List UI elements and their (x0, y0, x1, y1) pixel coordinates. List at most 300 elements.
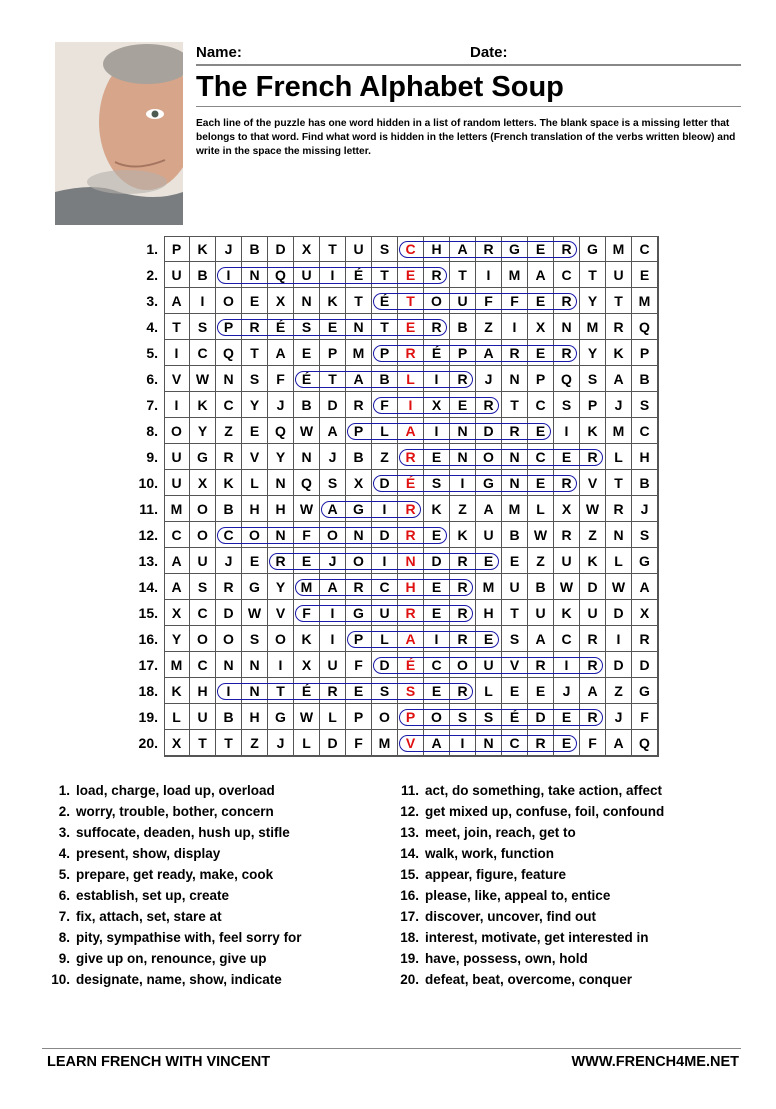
grid-cell: G (190, 444, 216, 470)
grid-cell: E (554, 444, 580, 470)
clue-text: walk, work, function (425, 846, 555, 861)
grid-cell: X (190, 470, 216, 496)
grid-cell: N (268, 470, 294, 496)
word-highlight-oval (295, 371, 473, 388)
clue-item (395, 822, 664, 843)
grid-cell: S (476, 704, 502, 730)
grid-cell: E (346, 678, 372, 704)
portrait-image (55, 42, 183, 225)
missing-letter-cell: É (398, 652, 424, 678)
row-number: 9. (146, 449, 158, 465)
grid-cell: R (528, 652, 554, 678)
grid-cell: I (372, 548, 398, 574)
grid-cell: L (606, 548, 632, 574)
row-number: 11. (139, 501, 158, 517)
grid-cell: T (242, 340, 268, 366)
clue-number: 9. (58, 951, 70, 966)
row-number: 13. (138, 553, 158, 569)
grid-cell: D (632, 652, 658, 678)
grid-cell: É (346, 262, 372, 288)
grid-cell: F (294, 522, 320, 548)
grid-cell: T (606, 288, 632, 314)
grid-cell: C (424, 652, 450, 678)
grid-cell: R (502, 340, 528, 366)
row-number: 15. (138, 605, 158, 621)
grid-cell: R (528, 730, 554, 756)
clue-item (395, 780, 664, 801)
grid-cell: R (450, 626, 476, 652)
grid-cell: W (190, 366, 216, 392)
grid-cell: M (580, 314, 606, 340)
clue-text: act, do something, take action, affect (425, 783, 663, 798)
row-number: 3. (146, 293, 158, 309)
clue-item (46, 801, 302, 822)
grid-cell: T (164, 314, 190, 340)
row-number: 14. (138, 579, 158, 595)
grid-cell: R (476, 236, 502, 262)
grid-cell: C (190, 652, 216, 678)
grid-cell: I (372, 496, 398, 522)
grid-cell: S (632, 522, 658, 548)
grid-cell: K (424, 496, 450, 522)
missing-letter-cell: É (398, 470, 424, 496)
grid-cell: N (294, 288, 320, 314)
row-number: 17. (138, 657, 158, 673)
grid-cell: A (450, 236, 476, 262)
grid-cell: I (320, 600, 346, 626)
grid-cell: D (606, 600, 632, 626)
clue-number: 13. (400, 825, 419, 840)
grid-cell: B (190, 262, 216, 288)
grid-cell: L (242, 470, 268, 496)
grid-cell: C (190, 600, 216, 626)
clue-number: 6. (58, 888, 70, 903)
clue-item (46, 780, 302, 801)
clue-number: 7. (58, 909, 70, 924)
grid-cell: U (320, 652, 346, 678)
grid-cell: R (502, 418, 528, 444)
clue-item (46, 927, 302, 948)
word-highlight-oval (269, 553, 499, 570)
clue-list-left (46, 780, 302, 990)
grid-cell: É (294, 366, 320, 392)
word-highlight-oval (295, 605, 473, 622)
grid-cell: C (528, 392, 554, 418)
missing-letter-cell: S (398, 678, 424, 704)
grid-cell: P (346, 626, 372, 652)
grid-cell: R (450, 548, 476, 574)
grid-cell: E (242, 548, 268, 574)
grid-cell: I (216, 262, 242, 288)
grid-cell: V (242, 444, 268, 470)
grid-cell: E (528, 470, 554, 496)
missing-letter-cell: T (398, 288, 424, 314)
grid-cell: M (476, 574, 502, 600)
grid-cell: C (502, 730, 528, 756)
grid-cell: F (372, 392, 398, 418)
grid-cell: C (632, 418, 658, 444)
grid-cell: A (632, 574, 658, 600)
grid-cell: Z (528, 548, 554, 574)
grid-cell: R (580, 626, 606, 652)
grid-cell: L (528, 496, 554, 522)
grid-cell: N (216, 652, 242, 678)
grid-cell: W (580, 496, 606, 522)
grid-cell: A (528, 626, 554, 652)
grid-cell: K (190, 236, 216, 262)
grid-cell: U (476, 652, 502, 678)
row-number: 2. (146, 267, 158, 283)
grid-cell: J (632, 496, 658, 522)
row-number: 4. (146, 319, 158, 335)
date-label: Date: (470, 44, 508, 61)
grid-cell: R (242, 314, 268, 340)
grid-cell: E (528, 418, 554, 444)
grid-cell: Y (190, 418, 216, 444)
grid-cell: S (242, 366, 268, 392)
grid-cell: T (580, 262, 606, 288)
word-highlight-oval (399, 735, 577, 752)
clue-text: discover, uncover, find out (425, 909, 597, 924)
grid-cell: P (450, 340, 476, 366)
grid-cell: I (606, 626, 632, 652)
grid-cell: J (216, 548, 242, 574)
grid-cell: R (216, 444, 242, 470)
clue-item (46, 843, 302, 864)
grid-cell: T (372, 314, 398, 340)
grid-cell: Y (268, 574, 294, 600)
grid-cell: D (320, 730, 346, 756)
grid-cell: B (372, 366, 398, 392)
grid-cell: D (606, 652, 632, 678)
grid-cell: U (476, 522, 502, 548)
row-number: 1. (146, 241, 158, 257)
grid-cell: R (554, 470, 580, 496)
grid-cell: M (372, 730, 398, 756)
grid-cell: A (164, 288, 190, 314)
grid-cell: G (476, 470, 502, 496)
grid-cell: E (242, 288, 268, 314)
grid-cell: I (476, 262, 502, 288)
clue-text: defeat, beat, overcome, conquer (425, 972, 633, 987)
row-number: 20. (138, 735, 158, 751)
grid-cell: K (554, 600, 580, 626)
grid-cell: T (450, 262, 476, 288)
grid-cell: I (190, 288, 216, 314)
clue-text: present, show, display (76, 846, 221, 861)
clue-number: 17. (400, 909, 419, 924)
grid-cell: Q (294, 470, 320, 496)
missing-letter-cell: V (398, 730, 424, 756)
grid-cell: U (450, 288, 476, 314)
grid-cell: W (554, 574, 580, 600)
grid-cell: O (190, 496, 216, 522)
grid-cell: Y (580, 288, 606, 314)
grid-cell: X (632, 600, 658, 626)
word-highlight-oval (295, 579, 473, 596)
row-number: 10. (138, 475, 158, 491)
grid-cell: N (502, 366, 528, 392)
grid-cell: D (320, 392, 346, 418)
grid-cell: K (216, 470, 242, 496)
grid-cell: C (632, 236, 658, 262)
grid-cell: Q (554, 366, 580, 392)
grid-cell: D (528, 704, 554, 730)
grid-cell: P (372, 340, 398, 366)
grid-cell: R (606, 496, 632, 522)
clue-number: 1. (58, 783, 70, 798)
grid-cell: E (528, 340, 554, 366)
grid-cell: I (164, 392, 190, 418)
grid-cell: R (320, 678, 346, 704)
grid-cell: S (372, 236, 398, 262)
grid-cell: D (424, 548, 450, 574)
grid-cell: U (346, 236, 372, 262)
word-highlight-oval (217, 319, 447, 336)
grid-cell: E (424, 678, 450, 704)
grid-cell: X (346, 470, 372, 496)
grid-cell: X (554, 496, 580, 522)
grid-cell: W (242, 600, 268, 626)
grid-cell: G (346, 600, 372, 626)
grid-cell: É (268, 314, 294, 340)
grid-cell: Z (242, 730, 268, 756)
grid-cell: L (606, 444, 632, 470)
row-number: 16. (138, 631, 158, 647)
clue-item (46, 822, 302, 843)
grid-cell: S (554, 392, 580, 418)
grid-cell: O (216, 288, 242, 314)
grid-cell: V (502, 652, 528, 678)
grid-cell: P (320, 340, 346, 366)
grid-cell: F (346, 730, 372, 756)
grid-cell: H (242, 496, 268, 522)
grid-cell: E (632, 262, 658, 288)
grid-cell: T (372, 262, 398, 288)
grid-cell: R (450, 574, 476, 600)
clue-item (395, 948, 664, 969)
grid-cell: E (424, 600, 450, 626)
grid-cell: R (450, 600, 476, 626)
word-highlight-oval (373, 293, 577, 310)
grid-cell: H (242, 704, 268, 730)
grid-cell: I (554, 652, 580, 678)
grid-cell: I (424, 626, 450, 652)
grid-cell: B (346, 444, 372, 470)
grid-cell: C (190, 340, 216, 366)
grid-cell: Y (580, 340, 606, 366)
grid-cell: M (632, 288, 658, 314)
grid-cell: J (216, 236, 242, 262)
clue-number: 18. (400, 930, 419, 945)
grid-cell: F (502, 288, 528, 314)
missing-letter-cell: R (398, 600, 424, 626)
grid-cell: G (580, 236, 606, 262)
grid-cell: A (580, 678, 606, 704)
grid-cell: S (632, 392, 658, 418)
grid-cell: N (450, 418, 476, 444)
author-photo (55, 42, 183, 225)
missing-letter-cell: R (398, 496, 424, 522)
grid-cell: J (476, 366, 502, 392)
grid-cell: B (294, 392, 320, 418)
grid-cell: U (190, 548, 216, 574)
missing-letter-cell: I (398, 392, 424, 418)
clue-item (395, 906, 664, 927)
grid-cell: S (190, 574, 216, 600)
clue-number: 20. (400, 972, 419, 987)
clue-number: 4. (58, 846, 70, 861)
clue-text: appear, figure, feature (425, 867, 567, 882)
grid-cell: N (476, 730, 502, 756)
grid-cell: B (450, 314, 476, 340)
grid-cell: D (372, 652, 398, 678)
grid-cell: U (554, 548, 580, 574)
grid-cell: R (450, 366, 476, 392)
grid-cell: U (294, 262, 320, 288)
grid-cell: E (528, 288, 554, 314)
grid-cell: X (294, 652, 320, 678)
clue-number: 12. (400, 804, 419, 819)
word-highlight-oval (373, 397, 499, 414)
grid-cell: A (320, 418, 346, 444)
grid-cell: Q (216, 340, 242, 366)
clue-item (46, 948, 302, 969)
clue-number: 15. (400, 867, 419, 882)
grid-cell: K (320, 288, 346, 314)
grid-cell: O (320, 522, 346, 548)
grid-cell: P (346, 704, 372, 730)
grid-cell: G (242, 574, 268, 600)
grid-cell: C (216, 392, 242, 418)
missing-letter-cell: N (398, 548, 424, 574)
grid-cell: D (268, 236, 294, 262)
grid-cell: G (632, 548, 658, 574)
word-highlight-oval (399, 709, 603, 726)
clue-number: 11. (400, 783, 419, 798)
grid-cell: E (320, 314, 346, 340)
grid-cell: A (424, 730, 450, 756)
grid-cell: É (372, 288, 398, 314)
grid-cell: U (528, 600, 554, 626)
grid-cell: O (424, 704, 450, 730)
grid-cell: O (346, 548, 372, 574)
grid-cell: O (190, 626, 216, 652)
grid-cell: J (606, 704, 632, 730)
grid-cell: W (294, 418, 320, 444)
grid-cell: F (346, 652, 372, 678)
page-title: The French Alphabet Soup (196, 68, 741, 107)
word-highlight-oval (321, 501, 421, 518)
footer-website[interactable]: WWW.FRENCH4ME.NET (571, 1054, 739, 1070)
word-highlight-oval (217, 267, 447, 284)
grid-cell: Q (632, 314, 658, 340)
clue-item (395, 801, 664, 822)
grid-cell: P (216, 314, 242, 340)
grid-cell: E (554, 704, 580, 730)
row-number: 12. (138, 527, 158, 543)
footer-left-text: LEARN FRENCH WITH VINCENT (47, 1054, 271, 1070)
grid-cell: I (424, 418, 450, 444)
clue-item (395, 927, 664, 948)
grid-cell: L (372, 626, 398, 652)
grid-cell: H (632, 444, 658, 470)
grid-cell: B (632, 470, 658, 496)
grid-cell: R (216, 574, 242, 600)
row-number: 7. (146, 397, 158, 413)
grid-cell: E (294, 548, 320, 574)
grid-cell: W (528, 522, 554, 548)
grid-cell: A (606, 730, 632, 756)
grid-cell: S (502, 626, 528, 652)
grid-cell: Y (164, 626, 190, 652)
clue-number: 8. (58, 930, 70, 945)
grid-cell: C (164, 522, 190, 548)
clue-item (395, 843, 664, 864)
grid-cell: O (424, 288, 450, 314)
grid-cell: A (320, 574, 346, 600)
grid-cell: N (242, 652, 268, 678)
grid-cell: B (216, 704, 242, 730)
grid-cell: I (502, 314, 528, 340)
grid-cell: H (268, 496, 294, 522)
grid-cell: F (294, 600, 320, 626)
grid-cell: I (216, 678, 242, 704)
grid-cell: D (216, 600, 242, 626)
word-highlight-oval (347, 631, 499, 648)
clue-text: designate, name, show, indicate (76, 972, 282, 987)
grid-cell: N (502, 470, 528, 496)
grid-cell: E (476, 626, 502, 652)
clue-text: have, possess, own, hold (425, 951, 588, 966)
grid-cell: N (606, 522, 632, 548)
grid-cell: M (164, 496, 190, 522)
grid-cell: K (580, 548, 606, 574)
grid-cell: E (450, 392, 476, 418)
grid-cell: I (164, 340, 190, 366)
grid-cell: A (528, 262, 554, 288)
grid-cell: E (528, 678, 554, 704)
grid-cell: I (424, 366, 450, 392)
clue-number: 16. (400, 888, 419, 903)
grid-cell: E (554, 730, 580, 756)
grid-cell: I (554, 418, 580, 444)
grid-cell: Z (450, 496, 476, 522)
grid-cell: N (502, 444, 528, 470)
grid-cell: E (424, 522, 450, 548)
grid-cell: G (346, 496, 372, 522)
missing-letter-cell: E (398, 262, 424, 288)
grid-cell: Z (372, 444, 398, 470)
grid-cell: O (268, 626, 294, 652)
grid-cell: I (450, 730, 476, 756)
grid-cell: V (580, 470, 606, 496)
grid-cell: P (164, 236, 190, 262)
clue-number: 10. (51, 972, 70, 987)
grid-cell: E (502, 548, 528, 574)
grid-cell: U (502, 574, 528, 600)
grid-cell: R (346, 574, 372, 600)
grid-cell: U (164, 444, 190, 470)
grid-cell: E (424, 444, 450, 470)
missing-letter-cell: R (398, 444, 424, 470)
word-highlight-oval (347, 423, 551, 440)
grid-cell: W (294, 704, 320, 730)
grid-cell: Q (632, 730, 658, 756)
grid-cell: D (372, 522, 398, 548)
grid-cell: U (164, 262, 190, 288)
missing-letter-cell: E (398, 314, 424, 340)
